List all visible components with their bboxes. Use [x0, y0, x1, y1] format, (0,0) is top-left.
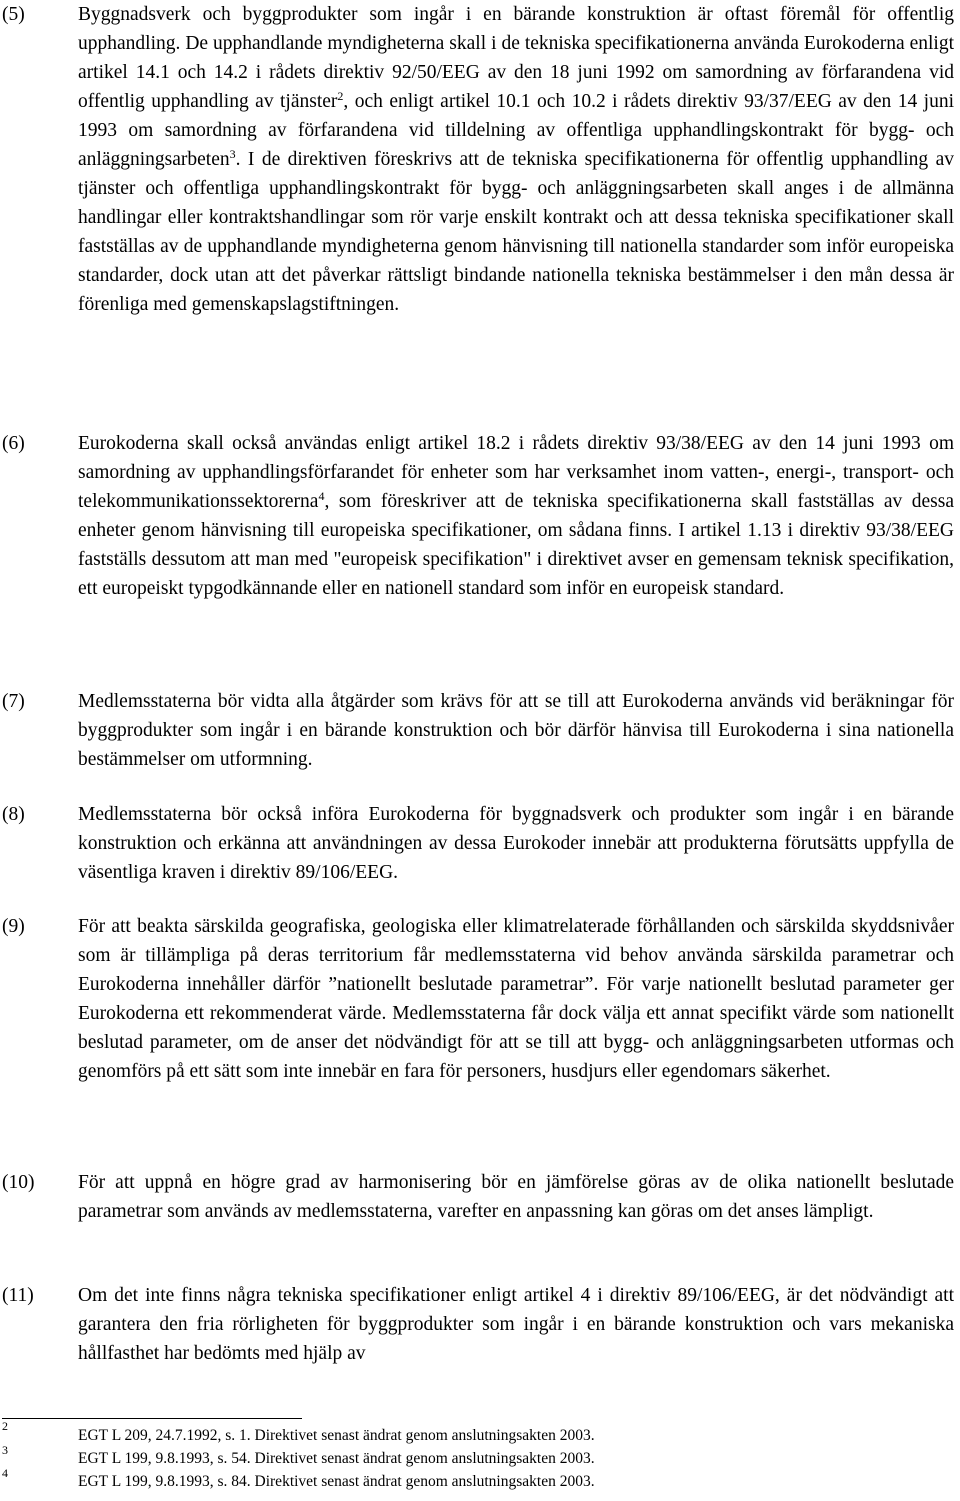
footnote-mark: 3: [2, 1443, 8, 1457]
footnote-mark: 4: [2, 1466, 8, 1480]
recital-text: Byggnadsverk och byggprodukter som ingår i en bärande konstruktion är oftast föremål för offentlig upphandling. De upphandlande myndigheterna skall i de tekniska specifikationerna använda Eurokoderna enligt artikel 14.1 och 14.2 i rådets direktiv 92/50/EEG av den 18 juni 1992 om samordning av förfarandena vid offentlig upphandling av tjänster$^2$, och enligt artikel 10.1 och 10.2 i rådets direktiv 93/37/EEG av den 14 juni 1993 om samordning av förfarandena vid tilldelning av offentliga upphandlingskontrakt för bygg- och anläggningsarbeten$^3$. I de direktiven föreskrivs att de tekniska specifikationerna för offentlig upphandling av tjänster och offentliga upphandlingskontrakt för bygg- och anläggningsarbeten skall anges i de allmänna handlingar eller kontraktshandlingar som rör varje enskilt kontrakt och att dessa tekniska specifikationer skall fastställas av de upphandlande myndigheterna genom hänvisning till nationella standarder som inför europeiska standarder, dock utan att det påverkar rättsligt bindande nationella tekniska bestämmelser i den mån dessa är förenliga med gemenskapslagstiftningen.: [78, 4, 954, 315]
recital-text: Eurokoderna skall också användas enligt artikel 18.2 i rådets direktiv 93/38/EEG av den 14 juni 1993 om samordning av upphandlingsförfarandet för enheter som har verksamhet inom vatten-, energi-, transport- och telekommunikationssektorerna$^4$, som föreskriver att de tekniska specifikationerna skall fastställas av dessa enheter genom hänvisning till europeiska specifikationer, om sådana finns. I artikel 1.13 i direktiv 93/38/EEG fastställs dessutom att man med "europeisk specifikation" i direktivet avser en gemensam teknisk specifikation, ett europeiskt typgodkännande eller en nationell standard som inför en europeisk standard.: [78, 433, 954, 599]
recital-text: Medlemsstaterna bör vidta alla åtgärder som krävs för att se till att Eurokoderna används vid beräkningar för byggprodukter som ingår i en bärande konstruktion och bör därför hänvisa till Eurokoderna i sina nationella bestämmelser om utformning.: [78, 691, 954, 770]
footnote-ref[interactable]: 2: [337, 89, 344, 103]
footnote-ref[interactable]: 4: [318, 489, 325, 503]
recital-number: (10): [2, 1172, 35, 1193]
recital-number: (8): [2, 804, 25, 825]
recital-number: (7): [2, 691, 25, 712]
footnote-separator: [2, 1418, 302, 1419]
recital-number: (6): [2, 433, 25, 454]
recital-text: För att uppnå en högre grad av harmonisering bör en jämförelse göras av de olika nationellt beslutade parametrar som används av medlemsstaterna, varefter en anpassning kan göras om det anses lämpligt.: [78, 1172, 954, 1222]
recital-text: Om det inte finns några tekniska specifikationer enligt artikel 4 i direktiv 89/106/EEG, är det nödvändigt att garantera den fria rörligheten för byggprodukter som ingår i en bärande konstruktion och vars mekaniska hållfasthet har bedömts med hjälp av: [78, 1285, 954, 1364]
footnote-ref[interactable]: 3: [229, 147, 236, 161]
footnote-text: EGT L 199, 9.8.1993, s. 84. Direktivet senast ändrat genom anslutningsakten 2003.: [78, 1473, 595, 1490]
recital-number: (5): [2, 4, 25, 25]
recital-text: Medlemsstaterna bör också införa Eurokoderna för byggnadsverk och produkter som ingår i en bärande konstruktion och erkänna att användningen av dessa Eurokoder innebär att produkterna förutsätts uppfylla de väsentliga kraven i direktiv 89/106/EEG.: [78, 804, 954, 883]
recital-text: För att beakta särskilda geografiska, geologiska eller klimatrelaterade förhållanden och särskilda skyddsnivåer som är tillämpliga på deras territorium får medlemsstaterna vid behov använda särskilda parametrar och Eurokoderna innehåller därför ”nationellt beslutade parametrar”. För varje nationellt beslutad parameter ger Eurokoderna ett rekommenderat värde. Medlemsstaterna får dock välja ett annat specifikt värde som nationellt beslutad parameter, om de anser det nödvändigt för att se till att bygg- och anläggningsarbeten utformas och genomförs på ett sätt som inte innebär en fara för personers, husdjurs eller egendomars säkerhet.: [78, 916, 954, 1082]
footnote-text: EGT L 209, 24.7.1992, s. 1. Direktivet senast ändrat genom anslutningsakten 2003.: [78, 1427, 595, 1444]
recital-number: (11): [2, 1285, 34, 1306]
footnote-mark: 2: [2, 1419, 8, 1433]
recital-number: (9): [2, 916, 25, 937]
footnote-text: EGT L 199, 9.8.1993, s. 54. Direktivet senast ändrat genom anslutningsakten 2003.: [78, 1450, 595, 1467]
